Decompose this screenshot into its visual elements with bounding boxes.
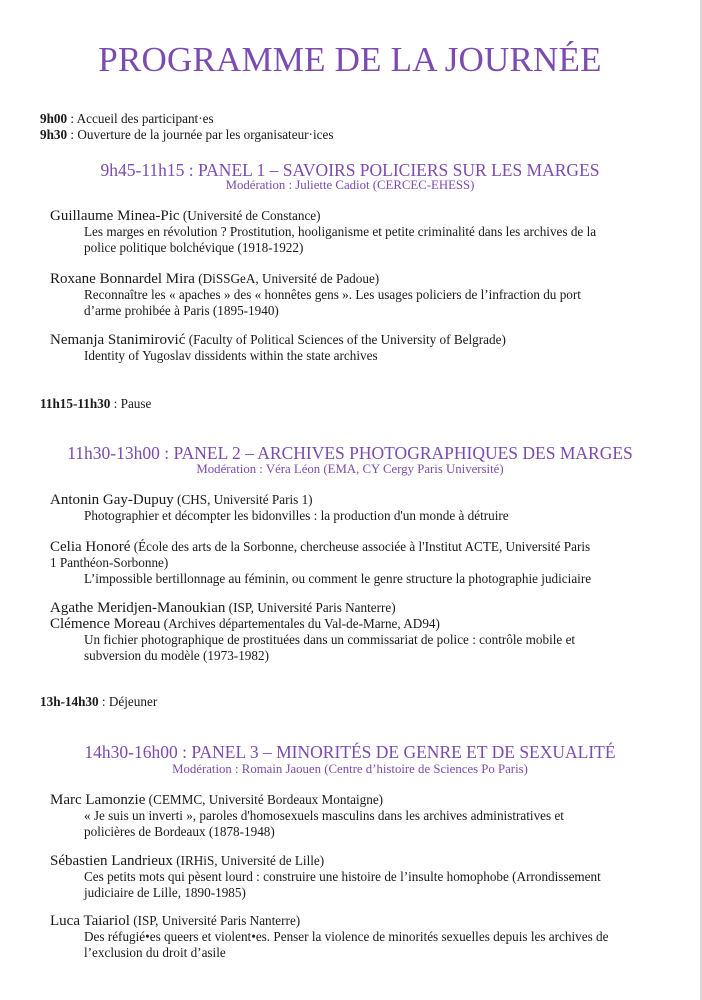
talk-entry [50,600,665,664]
speaker-affiliation: (Archives départementales du Val-de-Marne, AD94) [160,616,440,631]
speaker-line [50,600,665,616]
speaker-affiliation: (ISP, Université Paris Nanterre) [225,600,396,615]
speaker-name: Celia Honoré [50,539,131,555]
abstract-line: judiciaire de Lille, 1890-1985) [84,885,246,900]
talk-entry [50,539,665,587]
schedule-time: 9h00 [40,111,68,126]
speaker-name: Luca Taiariol [50,913,130,929]
speaker-name: Nemanja Stanimirović [50,332,186,348]
schedule-time: 13h-14h30 [40,694,99,709]
schedule-item [40,111,214,127]
speaker-affiliation: (DiSSGeA, Université de Padoue) [194,271,380,286]
talk-abstract [50,348,665,364]
talk-abstract [50,508,665,524]
speaker-affiliation: (Université de Constance) [179,208,321,223]
abstract-line: Identity of Yugoslav dissidents within the state archives [84,348,378,363]
speaker-name: Antonin Gay-Dupuy [50,492,174,508]
abstract-line: subversion du modèle (1973-1982) [84,648,269,663]
schedule-item [40,396,151,412]
speaker-name: Agathe Meridjen-Manoukian [50,600,226,616]
talk-abstract [50,808,665,840]
schedule-time: 11h15-11h30 [40,396,111,411]
schedule-label: : Déjeuner [98,694,158,709]
speaker-affiliation: (Faculty of Political Sciences of the University of Belgrade) [185,332,506,347]
schedule-label: : Pause [110,396,152,411]
panel-moderation: Modération : Juliette Cadiot (CERCEC-EHESS) [225,178,475,192]
speaker-line [50,208,665,224]
talk-entry [50,332,665,364]
panel-title: 9h45-11h15 : PANEL 1 – SAVOIRS POLICIERS SUR LES MARGES [100,160,600,180]
abstract-line: police politique bolchévique (1918-1922) [84,240,304,255]
speaker-line [50,271,665,287]
speaker-affiliation: (École des arts de la Sorbonne, chercheuse associée à l'Institut ACTE, Université Paris [130,539,591,554]
talk-entry [50,792,665,840]
abstract-line: policières de Bordeaux (1878-1948) [84,824,275,839]
speaker-name: Guillaume Minea-Pic [50,208,180,224]
speaker-affiliation: (CHS, Université Paris 1) [173,492,313,507]
page-title: PROGRAMME DE LA JOURNÉE [98,40,602,79]
talk-abstract [50,929,665,961]
speaker-name: Roxane Bonnardel Mira [50,271,195,287]
abstract-line: Photographier et décompter les bidonvilles : la production d'un monde à détruire [84,508,509,523]
talk-abstract [50,571,665,587]
talk-entry [50,913,665,961]
speaker-affiliation-continued: 1 Panthéon-Sorbonne) [50,555,169,570]
speaker-name: Clémence Moreau [50,616,161,632]
schedule-item [40,694,157,710]
talk-abstract [50,224,665,256]
panel-title: 11h30-13h00 : PANEL 2 – ARCHIVES PHOTOGRAPHIQUES DES MARGES [67,443,633,463]
abstract-line: Un fichier photographique de prostituées dans un commissariat de police : contrôle mobile et [84,632,576,647]
speaker-line [50,332,665,348]
abstract-line: Reconnaître les « apaches » des « honnêtes gens ». Les usages policiers de l’infraction du port [84,287,581,302]
talk-entry [50,208,665,256]
panel-moderation: Modération : Romain Jaouen (Centre d’histoire de Sciences Po Paris) [172,762,528,776]
abstract-line: Ces petits mots qui pèsent lourd : construire une histoire de l’insulte homophobe (Arrondissement [84,869,601,884]
speaker-line [50,492,665,508]
talk-abstract [50,869,665,901]
schedule-label: : Ouverture de la journée par les organisateur·ices [67,127,334,142]
schedule-time: 9h30 [40,127,68,142]
abstract-line: l’exclusion du droit d’asile [84,945,226,960]
speaker-name: Sébastien Landrieux [50,853,173,869]
abstract-line: Les marges en révolution ? Prostitution, hooliganisme et petite criminalité dans les archives de la [84,224,597,239]
talk-entry [50,853,665,901]
talk-abstract [50,287,665,319]
speaker-line [50,539,665,555]
speaker-affiliation: (ISP, Université Paris Nanterre) [129,913,301,928]
speaker-line [50,853,665,869]
speaker-affiliation: (CEMMC, Université Bordeaux Montaigne) [145,792,384,807]
schedule-item [40,127,333,143]
panel-moderation: Modération : Véra Léon (EMA, CY Cergy Paris Université) [196,462,504,476]
abstract-line: Des réfugié•es queers et violent•es. Penser la violence de minorités sexuelles depuis les archives de [84,929,609,944]
speaker-line [50,792,665,808]
talk-entry [50,492,665,524]
talk-entry [50,271,665,319]
speaker-line [50,913,665,929]
speaker-affiliation: (IRHiS, Université de Lille) [172,853,325,868]
panel-title: 14h30-16h00 : PANEL 3 – MINORITÉS DE GENRE ET DE SEXUALITÉ [84,742,616,762]
abstract-line: « Je suis un inverti », paroles d'homosexuels masculins dans les archives administratives et [84,808,564,823]
abstract-line: L’impossible bertillonnage au féminin, ou comment le genre structure la photographie judiciaire [84,571,592,586]
talk-abstract [50,632,665,664]
schedule-label: : Accueil des participant·es [67,111,214,126]
abstract-line: d’arme prohibée à Paris (1895-1940) [84,303,279,318]
speaker-line [50,616,665,632]
speaker-name: Marc Lamonzie [50,792,146,808]
